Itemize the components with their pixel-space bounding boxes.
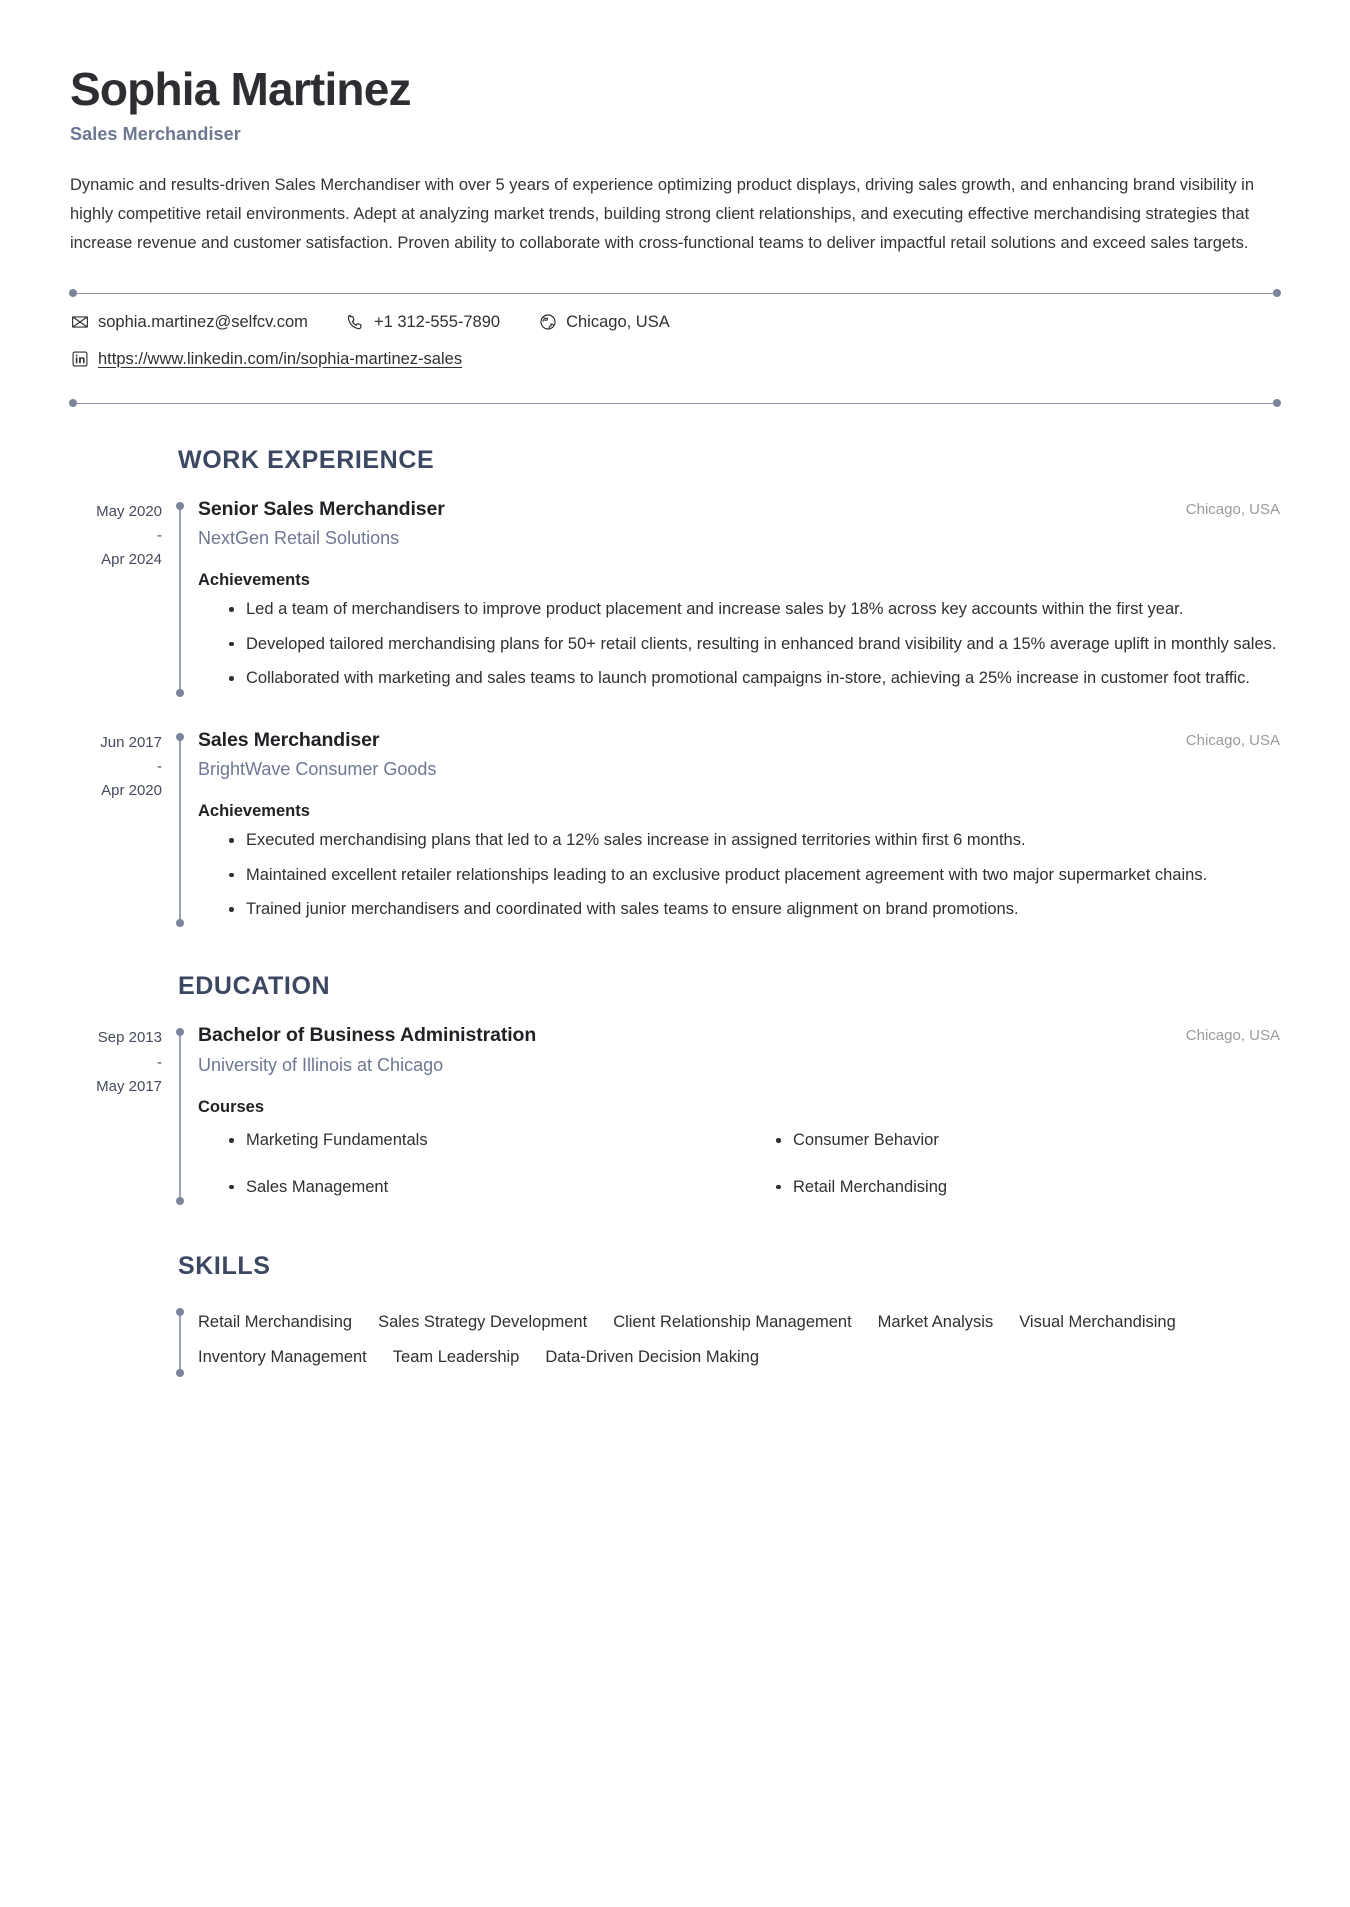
candidate-role: Sales Merchandiser	[70, 123, 241, 144]
job-title: Senior Sales Merchandiser	[198, 497, 445, 520]
work-entry-dates	[70, 728, 162, 929]
professional-summary: Dynamic and results-driven Sales Merchandiser with over 5 years of experience optimizing product displays, driving sales growth, and enhancing brand visibility in highly competitive retail environments. Adept at analyzing market trends, building strong client relationships, and executing effective merchandising strategies that increase revenue and customer satisfaction. Proven ability to collaborate with cross-functional teams to deliver impactful retail solutions and exceed sales targets.	[70, 175, 1254, 253]
work-entry	[70, 497, 1280, 698]
achievements-list	[198, 596, 1280, 691]
job-location: Chicago, USA	[1185, 500, 1280, 518]
date-dash: -	[157, 526, 162, 544]
skill-item: Retail Merchandising	[198, 1313, 353, 1332]
work-experience-section	[70, 446, 1280, 929]
contact-phone[interactable]	[346, 313, 500, 332]
achievement-item: Trained junior merchandisers and coordinated with sales teams to ensure alignment on brand promotions.	[246, 896, 1280, 922]
timeline-rail	[162, 497, 198, 698]
timeline-dot-bottom	[176, 1197, 184, 1205]
course-item: Retail Merchandising	[793, 1174, 1280, 1200]
achievements-label: Achievements	[198, 571, 310, 590]
phone-icon	[346, 313, 365, 332]
timeline-dot-top	[176, 733, 184, 741]
achievements-label: Achievements	[198, 802, 310, 821]
work-entry-header	[198, 728, 1280, 752]
education-entry	[70, 1023, 1280, 1206]
work-entry	[70, 728, 1280, 929]
candidate-name: Sophia Martinez	[70, 63, 411, 115]
education-section	[70, 972, 1280, 1206]
contact-phone-value: +1 312-555-7890	[373, 312, 501, 331]
skill-item: Data-Driven Decision Making	[545, 1347, 760, 1366]
achievement-item: Executed merchandising plans that led to a 12% sales increase in assigned territories within first 6 months.	[246, 827, 1280, 853]
achievements-list	[198, 827, 1280, 922]
work-entry-body	[198, 497, 1280, 698]
job-location: Chicago, USA	[1185, 731, 1280, 749]
job-organization: BrightWave Consumer Goods	[198, 758, 437, 779]
work-entry-body	[198, 728, 1280, 929]
timeline-dot-bottom	[176, 919, 184, 927]
date-end: Apr 2020	[101, 782, 162, 800]
divider-top	[70, 293, 1280, 294]
contact-email[interactable]	[70, 313, 308, 332]
contact-email-value: sophia.martinez@selfcv.com	[98, 312, 308, 331]
job-title: Sales Merchandiser	[198, 728, 380, 751]
achievement-item: Collaborated with marketing and sales teams to launch promotional campaigns in-store, achieving a 25% increase in customer foot traffic.	[246, 665, 1280, 691]
linkedin-icon	[70, 350, 89, 369]
date-start: Jun 2017	[100, 733, 162, 751]
timeline-dot-bottom	[176, 689, 184, 697]
timeline-rail	[162, 1303, 198, 1378]
divider-bottom	[70, 403, 1280, 404]
contact-linkedin-value[interactable]: https://www.linkedin.com/in/sophia-martinez-sales	[98, 349, 463, 368]
skill-item: Client Relationship Management	[613, 1313, 852, 1332]
section-heading-education: EDUCATION	[178, 972, 331, 1001]
course-item: Marketing Fundamentals	[246, 1127, 733, 1153]
contact-details	[70, 294, 1280, 369]
skills-gutter	[70, 1303, 162, 1378]
education-entry-dates	[70, 1023, 162, 1206]
contact-linkedin[interactable]	[70, 350, 462, 369]
globe-icon	[538, 313, 557, 332]
date-dash: -	[157, 757, 162, 775]
skill-item: Team Leadership	[392, 1347, 520, 1366]
skill-item: Visual Merchandising	[1019, 1313, 1176, 1332]
course-item: Consumer Behavior	[793, 1127, 1280, 1153]
achievement-item: Maintained excellent retailer relationships leading to an exclusive product placement agreement with two major supermarket chains.	[246, 862, 1280, 888]
timeline-rail	[162, 1023, 198, 1206]
course-item: Sales Management	[246, 1174, 733, 1200]
date-start: May 2020	[96, 502, 162, 520]
work-entry-dates	[70, 497, 162, 698]
courses-list	[198, 1123, 1280, 1200]
timeline-dot-top	[176, 502, 184, 510]
timeline-dot-bottom	[176, 1369, 184, 1377]
degree-title: Bachelor of Business Administration	[198, 1024, 537, 1047]
date-start: Sep 2013	[97, 1029, 162, 1047]
section-heading-skills: SKILLS	[178, 1252, 271, 1281]
achievement-item: Developed tailored merchandising plans for 50+ retail clients, resulting in enhanced brand visibility and a 15% average uplift in monthly sales.	[246, 631, 1280, 657]
school-location: Chicago, USA	[1185, 1027, 1280, 1045]
achievement-item: Led a team of merchandisers to improve product placement and increase sales by 18% across key accounts within the first year.	[246, 596, 1280, 622]
skill-item: Market Analysis	[877, 1313, 994, 1332]
resume-header	[70, 64, 1280, 259]
skills-list	[198, 1305, 1208, 1374]
skill-item: Sales Strategy Development	[378, 1313, 588, 1332]
skills-section	[70, 1252, 1280, 1378]
skills-container	[70, 1303, 1280, 1378]
contact-row-primary	[70, 313, 1280, 332]
school-name: University of Illinois at Chicago	[198, 1054, 444, 1075]
job-organization: NextGen Retail Solutions	[198, 527, 400, 548]
contact-location-value: Chicago, USA	[566, 312, 670, 331]
education-entry-body	[198, 1023, 1280, 1206]
courses-label: Courses	[198, 1098, 265, 1117]
envelope-icon	[70, 313, 89, 332]
contact-location	[538, 313, 670, 332]
date-end: May 2017	[96, 1078, 162, 1096]
timeline-dot-top	[176, 1308, 184, 1316]
section-heading-work: WORK EXPERIENCE	[178, 445, 435, 474]
skill-item: Inventory Management	[198, 1347, 367, 1366]
work-entry-header	[198, 497, 1280, 521]
date-dash: -	[157, 1053, 162, 1071]
timeline-rail	[162, 728, 198, 929]
contact-row-secondary	[70, 350, 1280, 369]
date-end: Apr 2024	[101, 551, 162, 569]
timeline-dot-top	[176, 1028, 184, 1036]
education-entry-header	[198, 1023, 1280, 1047]
skills-body	[198, 1303, 1280, 1378]
